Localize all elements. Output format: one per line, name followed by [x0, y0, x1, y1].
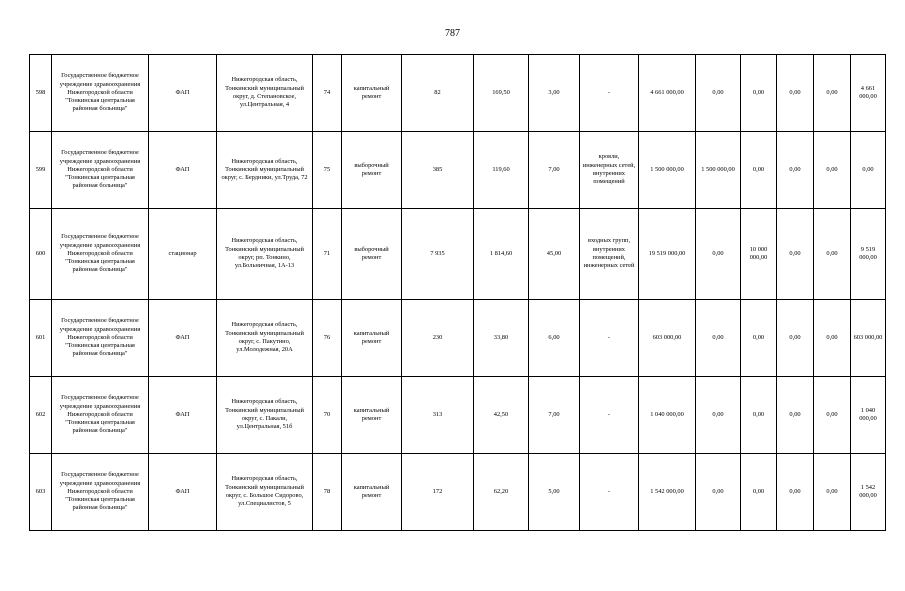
value-col15: 0,00 — [814, 132, 851, 209]
repair-elements: кровли, инженерных сетей, внутренних помещений — [580, 132, 639, 209]
value-col15: 0,00 — [814, 209, 851, 300]
total-cost: 1 500 000,00 — [639, 132, 696, 209]
value-col13: 0,00 — [741, 55, 777, 132]
value-col15: 0,00 — [814, 300, 851, 377]
total-cost: 603 000,00 — [639, 300, 696, 377]
work-type: капитальный ремонт — [342, 55, 402, 132]
value-col8: 62,20 — [474, 454, 529, 531]
organization-name: Государственное бюджетное учреждение здравоохранения Нижегородской области "Тонкинская центральная районная больница" — [52, 132, 149, 209]
facility-address: Нижегородская область, Тонкинский муниципальный округ, с. Большое Сидорово, ул.Специалистов, 5 — [217, 454, 313, 531]
value-col7: 172 — [402, 454, 474, 531]
value-col9: 7,00 — [529, 132, 580, 209]
object-code: 70 — [313, 377, 342, 454]
table-row — [30, 377, 886, 454]
page-number: 787 — [445, 28, 460, 39]
table-row — [30, 454, 886, 531]
value-col8: 42,50 — [474, 377, 529, 454]
value-col8: 119,60 — [474, 132, 529, 209]
organization-name: Государственное бюджетное учреждение здравоохранения Нижегородской области "Тонкинская центральная районная больница" — [52, 55, 149, 132]
value-col9: 5,00 — [529, 454, 580, 531]
value-col16: 9 519 000,00 — [851, 209, 886, 300]
repair-elements: - — [580, 55, 639, 132]
organization-name: Государственное бюджетное учреждение здравоохранения Нижегородской области "Тонкинская центральная районная больница" — [52, 377, 149, 454]
value-col16: 603 000,00 — [851, 300, 886, 377]
value-col15: 0,00 — [814, 377, 851, 454]
value-col13: 0,00 — [741, 300, 777, 377]
table-row — [30, 300, 886, 377]
facility-type: ФАП — [149, 377, 217, 454]
value-col9: 6,00 — [529, 300, 580, 377]
table-row — [30, 132, 886, 209]
repair-elements: - — [580, 300, 639, 377]
registry-table — [29, 54, 886, 531]
value-col7: 7 935 — [402, 209, 474, 300]
table-row — [30, 209, 886, 300]
facility-type: ФАП — [149, 454, 217, 531]
value-col13: 10 000 000,00 — [741, 209, 777, 300]
facility-type: ФАП — [149, 300, 217, 377]
value-col8: 33,80 — [474, 300, 529, 377]
value-col16: 4 661 000,00 — [851, 55, 886, 132]
value-col8: 1 814,60 — [474, 209, 529, 300]
value-col9: 45,00 — [529, 209, 580, 300]
organization-name: Государственное бюджетное учреждение здравоохранения Нижегородской области "Тонкинская центральная районная больница" — [52, 454, 149, 531]
value-col15: 0,00 — [814, 454, 851, 531]
object-code: 78 — [313, 454, 342, 531]
work-type: выборочный ремонт — [342, 132, 402, 209]
value-col13: 0,00 — [741, 377, 777, 454]
facility-type: ФАП — [149, 55, 217, 132]
work-type: капитальный ремонт — [342, 300, 402, 377]
total-cost: 1 040 000,00 — [639, 377, 696, 454]
value-col12: 0,00 — [696, 55, 741, 132]
value-col13: 0,00 — [741, 132, 777, 209]
total-cost: 1 542 000,00 — [639, 454, 696, 531]
value-col7: 385 — [402, 132, 474, 209]
value-col12: 0,00 — [696, 209, 741, 300]
value-col16: 0,00 — [851, 132, 886, 209]
row-number: 599 — [30, 132, 52, 209]
value-col7: 82 — [402, 55, 474, 132]
value-col16: 1 040 000,00 — [851, 377, 886, 454]
value-col12: 0,00 — [696, 377, 741, 454]
row-number: 600 — [30, 209, 52, 300]
facility-address: Нижегородская область, Тонкинский муниципальный округ, с. Пакали, ул.Центральная, 51б — [217, 377, 313, 454]
object-code: 75 — [313, 132, 342, 209]
organization-name: Государственное бюджетное учреждение здравоохранения Нижегородской области "Тонкинская центральная районная больница" — [52, 209, 149, 300]
value-col15: 0,00 — [814, 55, 851, 132]
row-number: 598 — [30, 55, 52, 132]
value-col13: 0,00 — [741, 454, 777, 531]
value-col9: 3,00 — [529, 55, 580, 132]
value-col7: 230 — [402, 300, 474, 377]
repair-elements: - — [580, 454, 639, 531]
total-cost: 4 661 000,00 — [639, 55, 696, 132]
work-type: капитальный ремонт — [342, 454, 402, 531]
value-col14: 0,00 — [777, 300, 814, 377]
value-col7: 313 — [402, 377, 474, 454]
table-row — [30, 55, 886, 132]
facility-address: Нижегородская область, Тонкинский муниципальный округ, рп. Тонкино, ул.Больничная, 1А-13 — [217, 209, 313, 300]
value-col12: 0,00 — [696, 300, 741, 377]
facility-type: ФАП — [149, 132, 217, 209]
organization-name: Государственное бюджетное учреждение здравоохранения Нижегородской области "Тонкинская центральная районная больница" — [52, 300, 149, 377]
facility-address: Нижегородская область, Тонкинский муниципальный округ, с. Бердники, ул.Труда, 72 — [217, 132, 313, 209]
repair-elements: входных групп, внутренних помещений, инженерных сетей — [580, 209, 639, 300]
object-code: 76 — [313, 300, 342, 377]
facility-address: Нижегородская область, Тонкинский муниципальный округ, с. Пакутино, ул.Молодежная, 20А — [217, 300, 313, 377]
total-cost: 19 519 000,00 — [639, 209, 696, 300]
value-col14: 0,00 — [777, 377, 814, 454]
value-col14: 0,00 — [777, 209, 814, 300]
value-col12: 0,00 — [696, 454, 741, 531]
value-col8: 169,50 — [474, 55, 529, 132]
work-type: выборочный ремонт — [342, 209, 402, 300]
repair-elements: - — [580, 377, 639, 454]
work-type: капитальный ремонт — [342, 377, 402, 454]
value-col9: 7,00 — [529, 377, 580, 454]
object-code: 71 — [313, 209, 342, 300]
facility-type: стационар — [149, 209, 217, 300]
value-col16: 1 542 000,00 — [851, 454, 886, 531]
row-number: 603 — [30, 454, 52, 531]
object-code: 74 — [313, 55, 342, 132]
value-col14: 0,00 — [777, 55, 814, 132]
value-col14: 0,00 — [777, 132, 814, 209]
row-number: 602 — [30, 377, 52, 454]
facility-address: Нижегородская область, Тонкинский муниципальный округ, д. Степановское, ул.Центральная, 4 — [217, 55, 313, 132]
value-col14: 0,00 — [777, 454, 814, 531]
row-number: 601 — [30, 300, 52, 377]
value-col12: 1 500 000,00 — [696, 132, 741, 209]
